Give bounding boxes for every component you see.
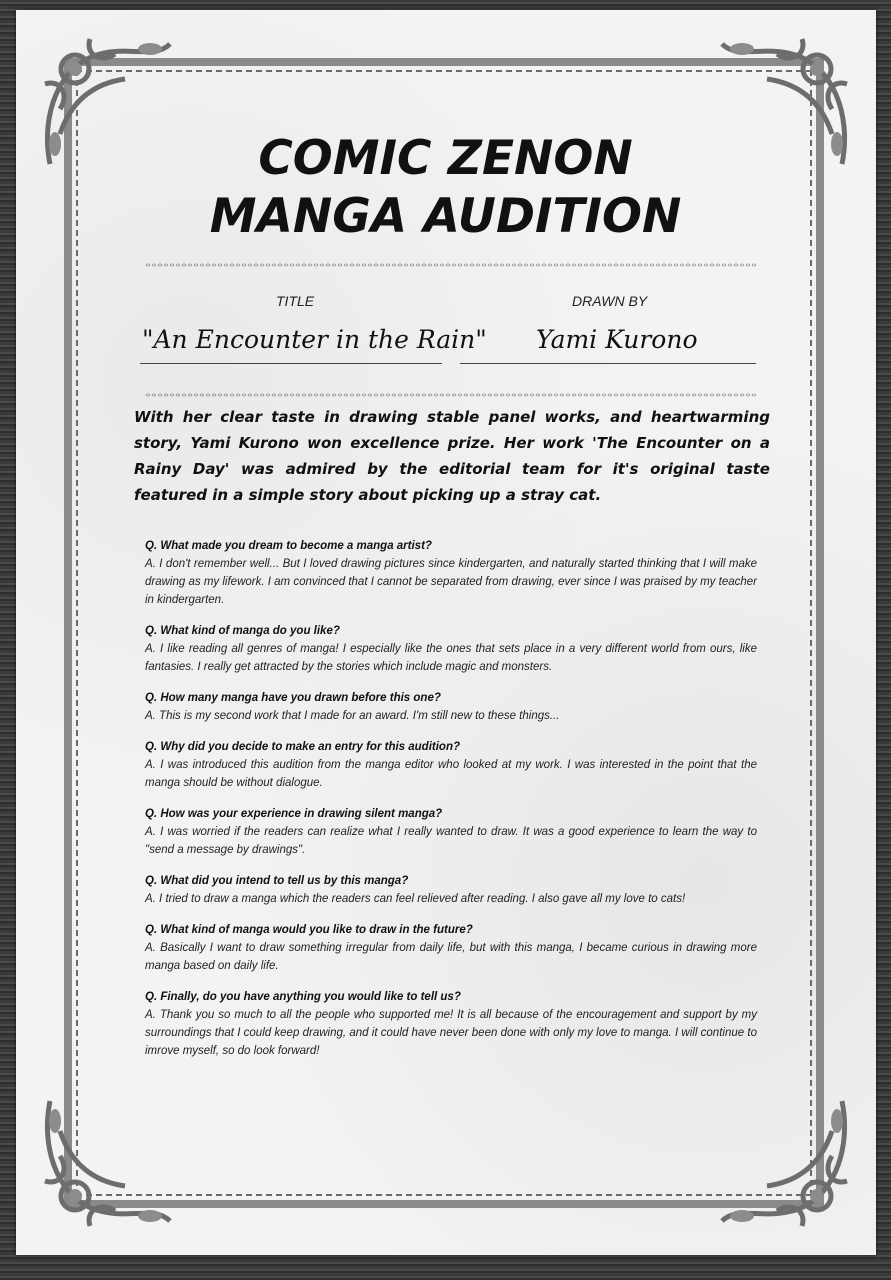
answer: A. I don't remember well... But I loved drawing pictures since kindergarten, and naturally started thinking that I will make drawing as my lifework. I am convinced that I cannot be separated from drawing, ever since I was praised by my teacher in kindergarten. xyxy=(145,558,757,606)
answer: A. I like reading all genres of manga! I especially like the ones that sets place in a very different world from ours, like fantasies. I really get attracted by the stories which include magic and monsters. xyxy=(145,643,757,673)
question: Q. Finally, do you have anything you would like to tell us? xyxy=(145,991,461,1003)
interview-item xyxy=(145,739,757,792)
ornament-corner-icon xyxy=(712,1091,862,1241)
chain-divider xyxy=(145,392,757,398)
interview-item xyxy=(145,922,757,975)
title-label: TITLE xyxy=(276,293,315,309)
answer: A. Basically I want to draw something irregular from daily life, but with this manga, I became curious in drawing more manga based on daily life. xyxy=(145,942,757,972)
question: Q. What kind of manga do you like? xyxy=(145,625,340,637)
interview-list xyxy=(145,538,757,1074)
prize-summary: With her clear taste in drawing stable panel works, and heartwarming story, Yami Kurono won excellence prize. Her work 'The Encounter on a Rainy Day' was admired by the editorial team for it's original taste featured in a simple story about picking up a stray cat. xyxy=(134,408,770,504)
answer: A. This is my second work that I made for an award. I'm still new to these things... xyxy=(145,710,560,722)
question: Q. What did you intend to tell us by this manga? xyxy=(145,875,409,887)
interview-item xyxy=(145,806,757,859)
answer: A. Thank you so much to all the people who supported me! It is all because of the encouragement and support by my surroundings that I could keep drawing, and it could have never been done with only my love to manga. I will continue to imrove myself, so do look forward! xyxy=(145,1009,757,1057)
question: Q. What made you dream to become a manga artist? xyxy=(145,540,432,552)
title-underline xyxy=(140,363,442,364)
interview-item xyxy=(145,538,757,609)
author-underline xyxy=(460,363,756,364)
drawn-by-label: DRAWN BY xyxy=(572,293,648,309)
interview-item xyxy=(145,623,757,676)
question: Q. How was your experience in drawing silent manga? xyxy=(145,808,443,820)
author-name: Yami Kurono xyxy=(536,325,698,354)
ornament-corner-icon xyxy=(30,1091,180,1241)
answer: A. I was worried if the readers can realize what I really wanted to draw. It was a good experience to learn the way to "send a message by drawings". xyxy=(145,826,757,856)
question: Q. How many manga have you drawn before this one? xyxy=(145,692,441,704)
page-title-line1: COMIC ZENON xyxy=(258,131,633,186)
interview-item xyxy=(145,873,757,908)
work-title: "An Encounter in the Rain" xyxy=(142,325,487,354)
interview-item xyxy=(145,989,757,1060)
answer: A. I was introduced this audition from the manga editor who looked at my work. I was interested in the point that the manga should be without dialogue. xyxy=(145,759,757,789)
interview-item xyxy=(145,690,757,725)
question: Q. What kind of manga would you like to draw in the future? xyxy=(145,924,473,936)
chain-divider xyxy=(145,262,757,268)
question: Q. Why did you decide to make an entry for this audition? xyxy=(145,741,461,753)
page-title-line2: MANGA AUDITION xyxy=(209,189,682,244)
answer: A. I tried to draw a manga which the readers can feel relieved after reading. I also gave all my love to cats! xyxy=(145,893,686,905)
